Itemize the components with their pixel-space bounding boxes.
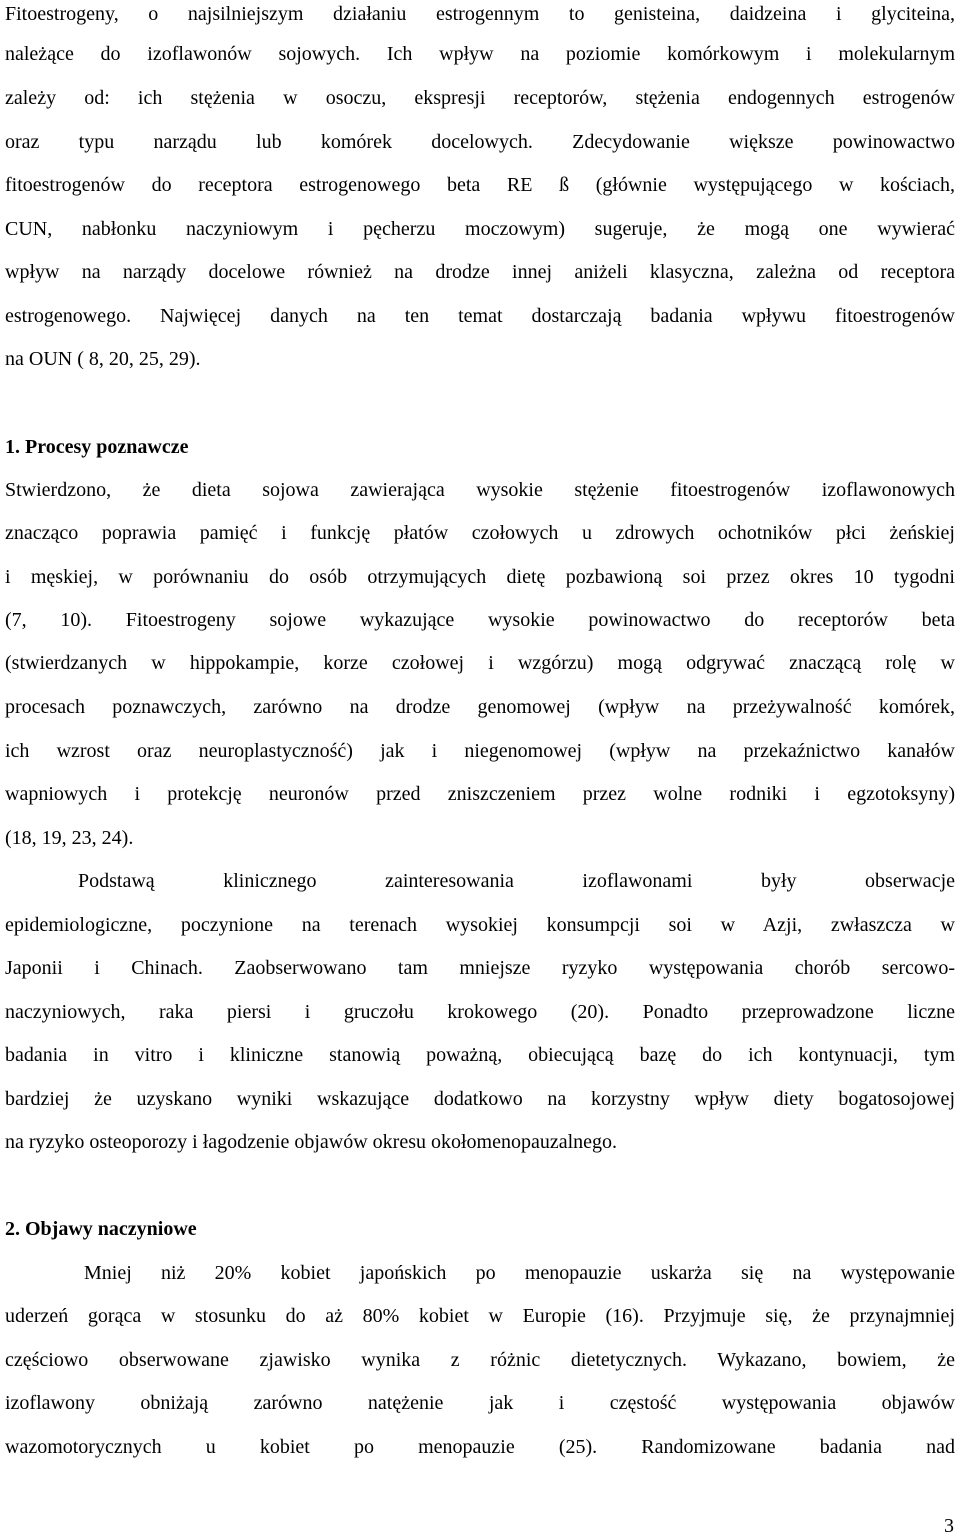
page-number: 3 <box>944 1515 954 1537</box>
text-line: zależy od: ich stężenia w osoczu, ekspresji receptorów, stężenia endogennych estrogenów <box>5 87 955 109</box>
text-line: CUN, nabłonku naczyniowym i pęcherzu moczowym) sugeruje, że mogą one wywierać <box>5 218 955 240</box>
text-line: i męskiej, w porównaniu do osób otrzymujących dietę pozbawioną soi przez okres 10 tygodni <box>5 566 955 588</box>
text-line: wazomotorycznych u kobiet po menopauzie (25). Randomizowane badania nad <box>5 1436 955 1458</box>
text-line: estrogenowego. Najwięcej danych na ten temat dostarczają badania wpływu fitoestrogenów <box>5 305 955 327</box>
text-line: wpływ na narządy docelowe również na drodze innej aniżeli klasyczna, zależna od receptora <box>5 261 955 283</box>
text-line: znacząco poprawia pamięć i funkcję płatów czołowych u zdrowych ochotników płci żeńskiej <box>5 522 955 544</box>
text-line: Mniej niż 20% kobiet japońskich po menopauzie uskarża się na występowanie <box>84 1262 955 1284</box>
text-line: na OUN ( 8, 20, 25, 29). <box>5 348 201 370</box>
text-line: epidemiologiczne, poczynione na terenach wysokiej konsumpcji soi w Azji, zwłaszcza w <box>5 914 955 936</box>
text-line: Japonii i Chinach. Zaobserwowano tam mniejsze ryzyko występowania chorób sercowo- <box>5 957 955 979</box>
text-line: procesach poznawczych, zarówno na drodze genomowej (wpływ na przeżywalność komórek, <box>5 696 955 718</box>
text-line: uderzeń gorąca w stosunku do aż 80% kobiet w Europie (16). Przyjmuje się, że przynajmniej <box>5 1305 955 1327</box>
text-line: naczyniowych, raka piersi i gruczołu krokowego (20). Ponadto przeprowadzone liczne <box>5 1001 955 1023</box>
text-line: na ryzyko osteoporozy i łagodzenie objawów okresu okołomenopauzalnego. <box>5 1131 618 1153</box>
text-line: (7, 10). Fitoestrogeny sojowe wykazujące wysokie powinowactwo do receptorów beta <box>5 609 955 631</box>
text-line: należące do izoflawonów sojowych. Ich wpływ na poziomie komórkowym i molekularnym <box>5 43 955 65</box>
text-line: (stwierdzanych w hippokampie, korze czołowej i wzgórzu) mogą odgrywać znaczącą rolę w <box>5 652 955 674</box>
text-line: Podstawą klinicznego zainteresowania izoflawonami były obserwacje <box>78 870 955 892</box>
text-line: Fitoestrogeny, o najsilniejszym działaniu estrogennym to genisteina, daidzeina i glyciteina, <box>5 3 955 25</box>
text-line: wapniowych i protekcję neuronów przed zniszczeniem przez wolne rodniki i egzotoksyny) <box>5 783 955 805</box>
text-line: ich wzrost oraz neuroplastyczność) jak i niegenomowej (wpływ na przekaźnictwo kanałów <box>5 740 955 762</box>
text-line: Stwierdzono, że dieta sojowa zawierająca wysokie stężenie fitoestrogenów izoflawonowych <box>5 479 955 501</box>
section-heading: 1. Procesy poznawcze <box>5 436 189 458</box>
text-line: bardziej że uzyskano wyniki wskazujące dodatkowo na korzystny wpływ diety bogatosojowej <box>5 1088 955 1110</box>
text-line: badania in vitro i kliniczne stanowią poważną, obiecującą bazę do ich kontynuacji, tym <box>5 1044 955 1066</box>
text-line: oraz typu narządu lub komórek docelowych. Zdecydowanie większe powinowactwo <box>5 131 955 153</box>
section-heading: 2. Objawy naczyniowe <box>5 1218 197 1240</box>
text-line: fitoestrogenów do receptora estrogenowego beta RE ß (głównie występującego w kościach, <box>5 174 955 196</box>
text-line: (18, 19, 23, 24). <box>5 827 134 849</box>
text-line: izoflawony obniżają zarówno natężenie jak i częstość występowania objawów <box>5 1392 955 1414</box>
text-line: częściowo obserwowane zjawisko wynika z różnic dietetycznych. Wykazano, bowiem, że <box>5 1349 955 1371</box>
